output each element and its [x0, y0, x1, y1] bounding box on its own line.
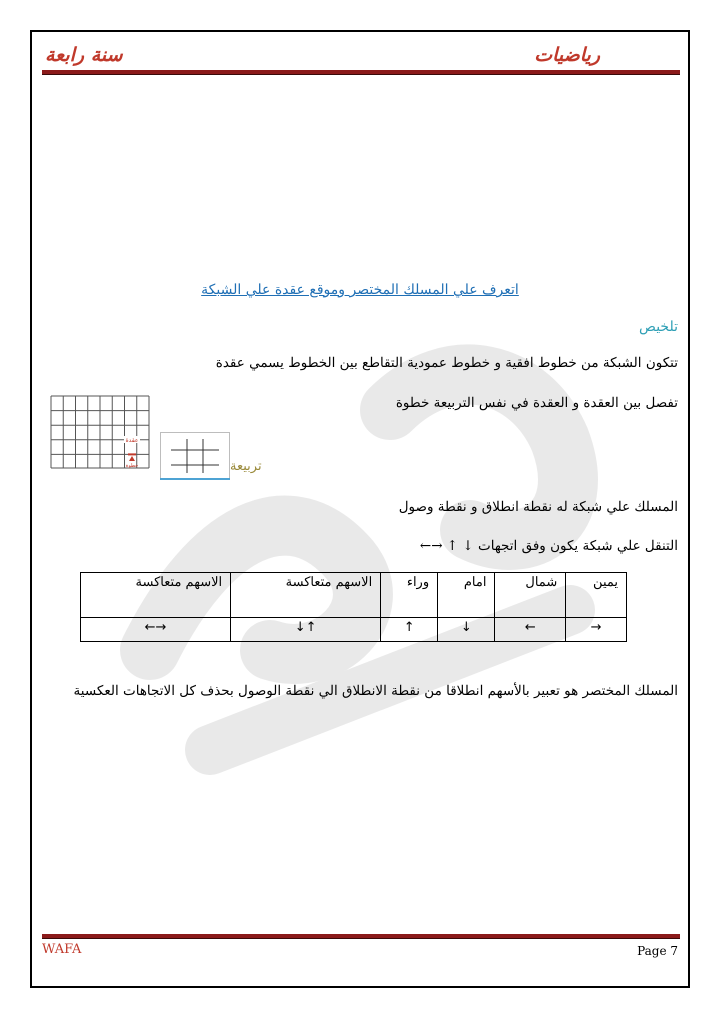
square-label: تربيعة	[230, 459, 262, 474]
footer-author: WAFA	[42, 942, 82, 957]
summary-heading: تلخيص	[639, 319, 678, 335]
table-arrow-row	[81, 618, 627, 642]
table-arrow-cell: ↑	[381, 618, 438, 642]
conclusion-paragraph: المسلك المختصر هو تعبير بالأسهم انطلاقا من نقطة الانطلاق الي نقطة الوصول بحذف كل الاتجاهات العكسية	[73, 683, 678, 699]
table-header-row	[81, 573, 627, 618]
path-definition: المسلك علي شبكة له نقطة انطلاق و نقطة وصول	[398, 499, 678, 515]
square-underline	[160, 478, 230, 480]
header-subject: رياضيات	[534, 44, 600, 66]
step-definition: تفصل بين العقدة و العقدة في نفس التربيعة خطوة	[395, 395, 678, 411]
node-label: عقدة	[125, 437, 139, 444]
table-header-cell: امام	[438, 573, 495, 618]
table-arrow-cell: →←	[81, 618, 231, 642]
step-label: خطوة	[125, 463, 139, 469]
header-level: سنة رابعة	[45, 44, 123, 66]
table-header-cell: الاسهم متعاكسة	[231, 573, 381, 618]
table-header-cell: الاسهم متعاكسة	[81, 573, 231, 618]
directions-table	[80, 572, 627, 642]
grid-definition: تتكون الشبكة من خطوط افقية و خطوط عمودية التقاطع بين الخطوط يسمي عقدة	[215, 355, 678, 371]
square-figure	[160, 432, 230, 479]
footer-rule	[42, 934, 680, 939]
table-header-cell: شمال	[495, 573, 566, 618]
page-number: Page 7	[637, 944, 678, 958]
table-arrow-cell: ↓	[438, 618, 495, 642]
table-arrow-cell: →	[566, 618, 627, 642]
table-header-cell: وراء	[381, 573, 438, 618]
table-arrow-cell: ↑↓	[231, 618, 381, 642]
header-rule	[42, 70, 680, 75]
table-arrow-cell: ←	[495, 618, 566, 642]
lesson-title: اتعرف علي المسلك المختصر وموقع عقدة علي الشبكة	[201, 282, 519, 298]
grid-figure	[50, 395, 150, 469]
movement-definition: التنقل علي شبكة يكون وفق اتجهات ↓ ↑ →←	[419, 538, 678, 554]
table-header-cell: يمين	[566, 573, 627, 618]
